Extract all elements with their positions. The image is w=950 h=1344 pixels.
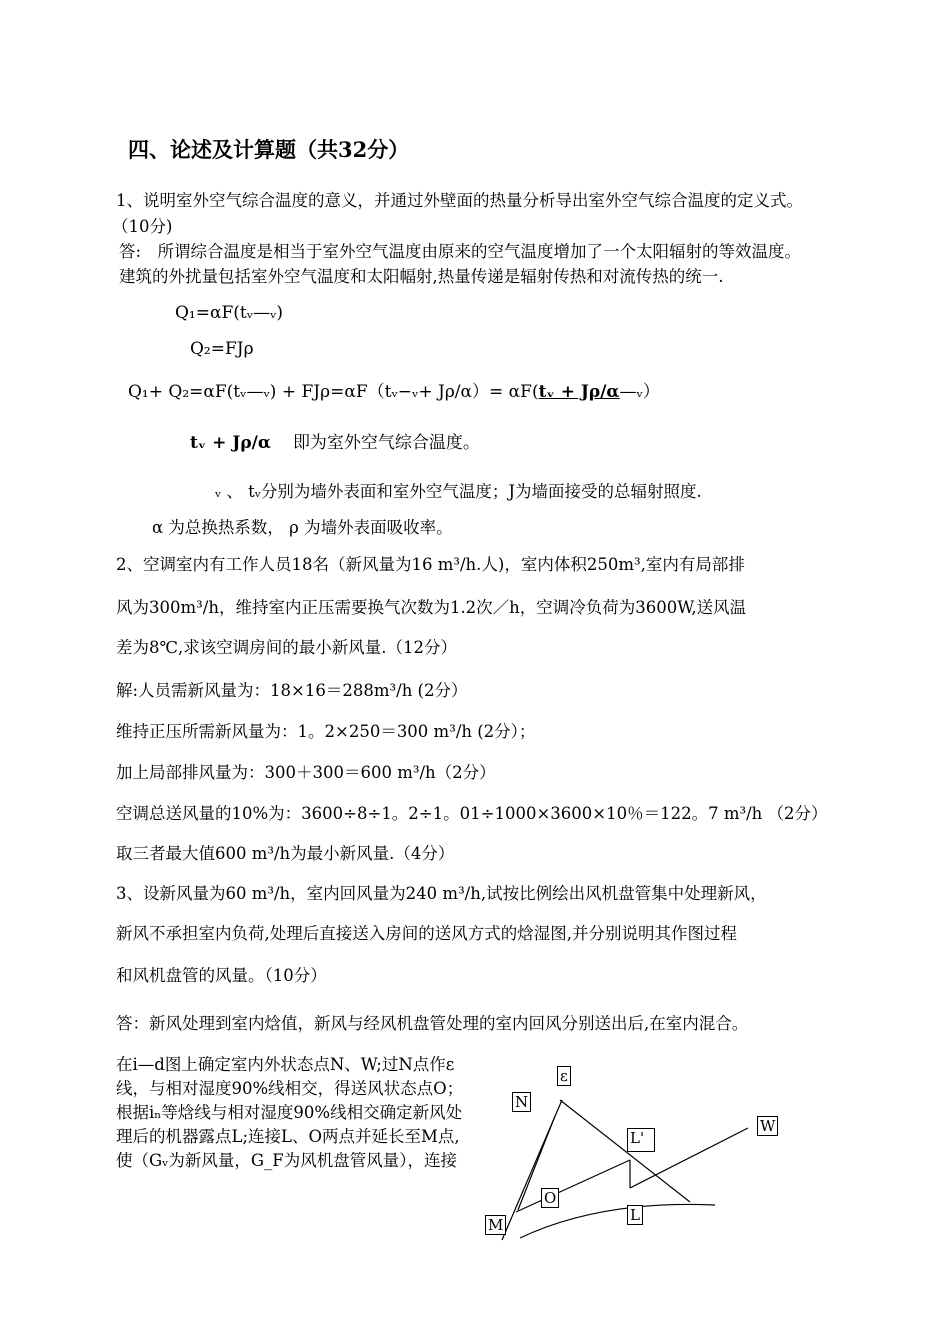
diagram-label-epsilon: ε	[557, 1066, 571, 1086]
diagram-line-epsilon-m	[502, 1100, 562, 1240]
q1-question-line1: 1、说明室外空气综合温度的意义，并通过外壁面的热量分析导出室外空气综合温度的定义式。	[116, 191, 803, 210]
q1-answer-line1: 答: 所谓综合温度是相当于室外空气温度由原来的空气温度增加了一个太阳辐射的等效温度。	[119, 242, 802, 261]
q2-solution1: 解:人员需新风量为：18×16＝288m³/h (2分）	[116, 681, 468, 700]
q1-formula3	[128, 377, 660, 402]
q2-solution4: 空调总送风量的10%为：3600÷8÷1。2÷1。01÷1000×3600×10％＝122。7 m³/h （2分）	[116, 804, 828, 823]
diagram-saturation-curve	[520, 1204, 715, 1238]
q1-formula4	[190, 428, 480, 453]
q3-line2: 新风不承担室内负荷,处理后直接送入房间的送风方式的焓湿图,并分别说明其作图过程	[116, 924, 737, 943]
diagram-label-m: M	[485, 1215, 506, 1235]
q2-line1: 2、空调室内有工作人员18名（新风量为16 m³/h.人)，室内体积250m³,室内有局部排	[116, 555, 745, 574]
q1-formula4-bold: tᵥ + Jρ/α	[190, 433, 271, 453]
diagram-label-l: L	[627, 1205, 643, 1225]
q2-line3: 差为8℃,求该空调房间的最小新风量.（12分）	[116, 638, 457, 657]
q3-explanation: 在i—d图上确定室内外状态点N、W;过N点作ε线，与相对湿度90%线相交，得送风状态点O；根据iₙ等焓线与相对湿度90%线相交确定新风处理后的机器露点L;连接L、O两点并延长至M点,使（Gᵥ为新风量，G_F为风机盘管风量），连接	[116, 1055, 464, 1170]
q3-line3: 和风机盘管的风量。（10分）	[116, 966, 327, 985]
q1-question-line2: （10分)	[112, 217, 173, 236]
q2-line2: 风为300m³/h，维持室内正压需要换气次数为1.2次／h，空调冷负荷为3600W,送风温	[116, 598, 747, 617]
q3-answer: 答：新风处理到室内焓值，新风与经风机盘管处理的室内回风分别送出后,在室内混合。	[116, 1014, 749, 1033]
q1-formula2: Q₂=FJρ	[190, 339, 254, 359]
q1-note2: α 为总换热系数， ρ 为墙外表面吸收率。	[152, 518, 453, 537]
q1-formula3-bold: tᵥ + Jρ/α	[538, 382, 620, 402]
q2-solution2: 维持正压所需新风量为：1。2×250＝300 m³/h (2分）；	[116, 722, 536, 741]
diagram-label-w: W	[757, 1116, 778, 1136]
diagram-label-n: N	[512, 1092, 531, 1112]
diagram-label-l-prime: L'	[627, 1128, 655, 1152]
q2-solution3: 加上局部排风量为：300＋300＝600 m³/h（2分）	[116, 763, 496, 782]
diagram-label-o: O	[541, 1188, 559, 1208]
q3-line1: 3、设新风量为60 m³/h，室内回风量为240 m³/h,试按比例绘出风机盘管集中处理新风，	[116, 884, 767, 903]
diagram-line-epsilon-l	[560, 1100, 690, 1202]
q1-formula3-prefix: Q₁+ Q₂=αF(tᵥ—ᵥ) + FJρ=αF（tᵥ−ᵥ+ Jρ/α）= αF(	[128, 382, 539, 402]
q2-solution5: 取三者最大值600 m³/h为最小新风量.（4分）	[116, 844, 455, 863]
q1-note1: ᵥ 、 tᵥ分别为墙外表面和室外空气温度；J为墙面接受的总辐射照度.	[215, 482, 702, 501]
q1-formula1: Q₁=αF(tᵥ—ᵥ)	[175, 303, 284, 323]
q1-answer-line2: 建筑的外扰量包括室外空气温度和太阳幅射,热量传递是辐射传热和对流传热的统一.	[119, 267, 724, 286]
q1-formula3-suffix: —ᵥ）	[619, 382, 660, 402]
q1-formula4-text: 即为室外空气综合温度。	[292, 433, 480, 453]
section-heading: 四、论述及计算题（共32分）	[128, 137, 410, 162]
